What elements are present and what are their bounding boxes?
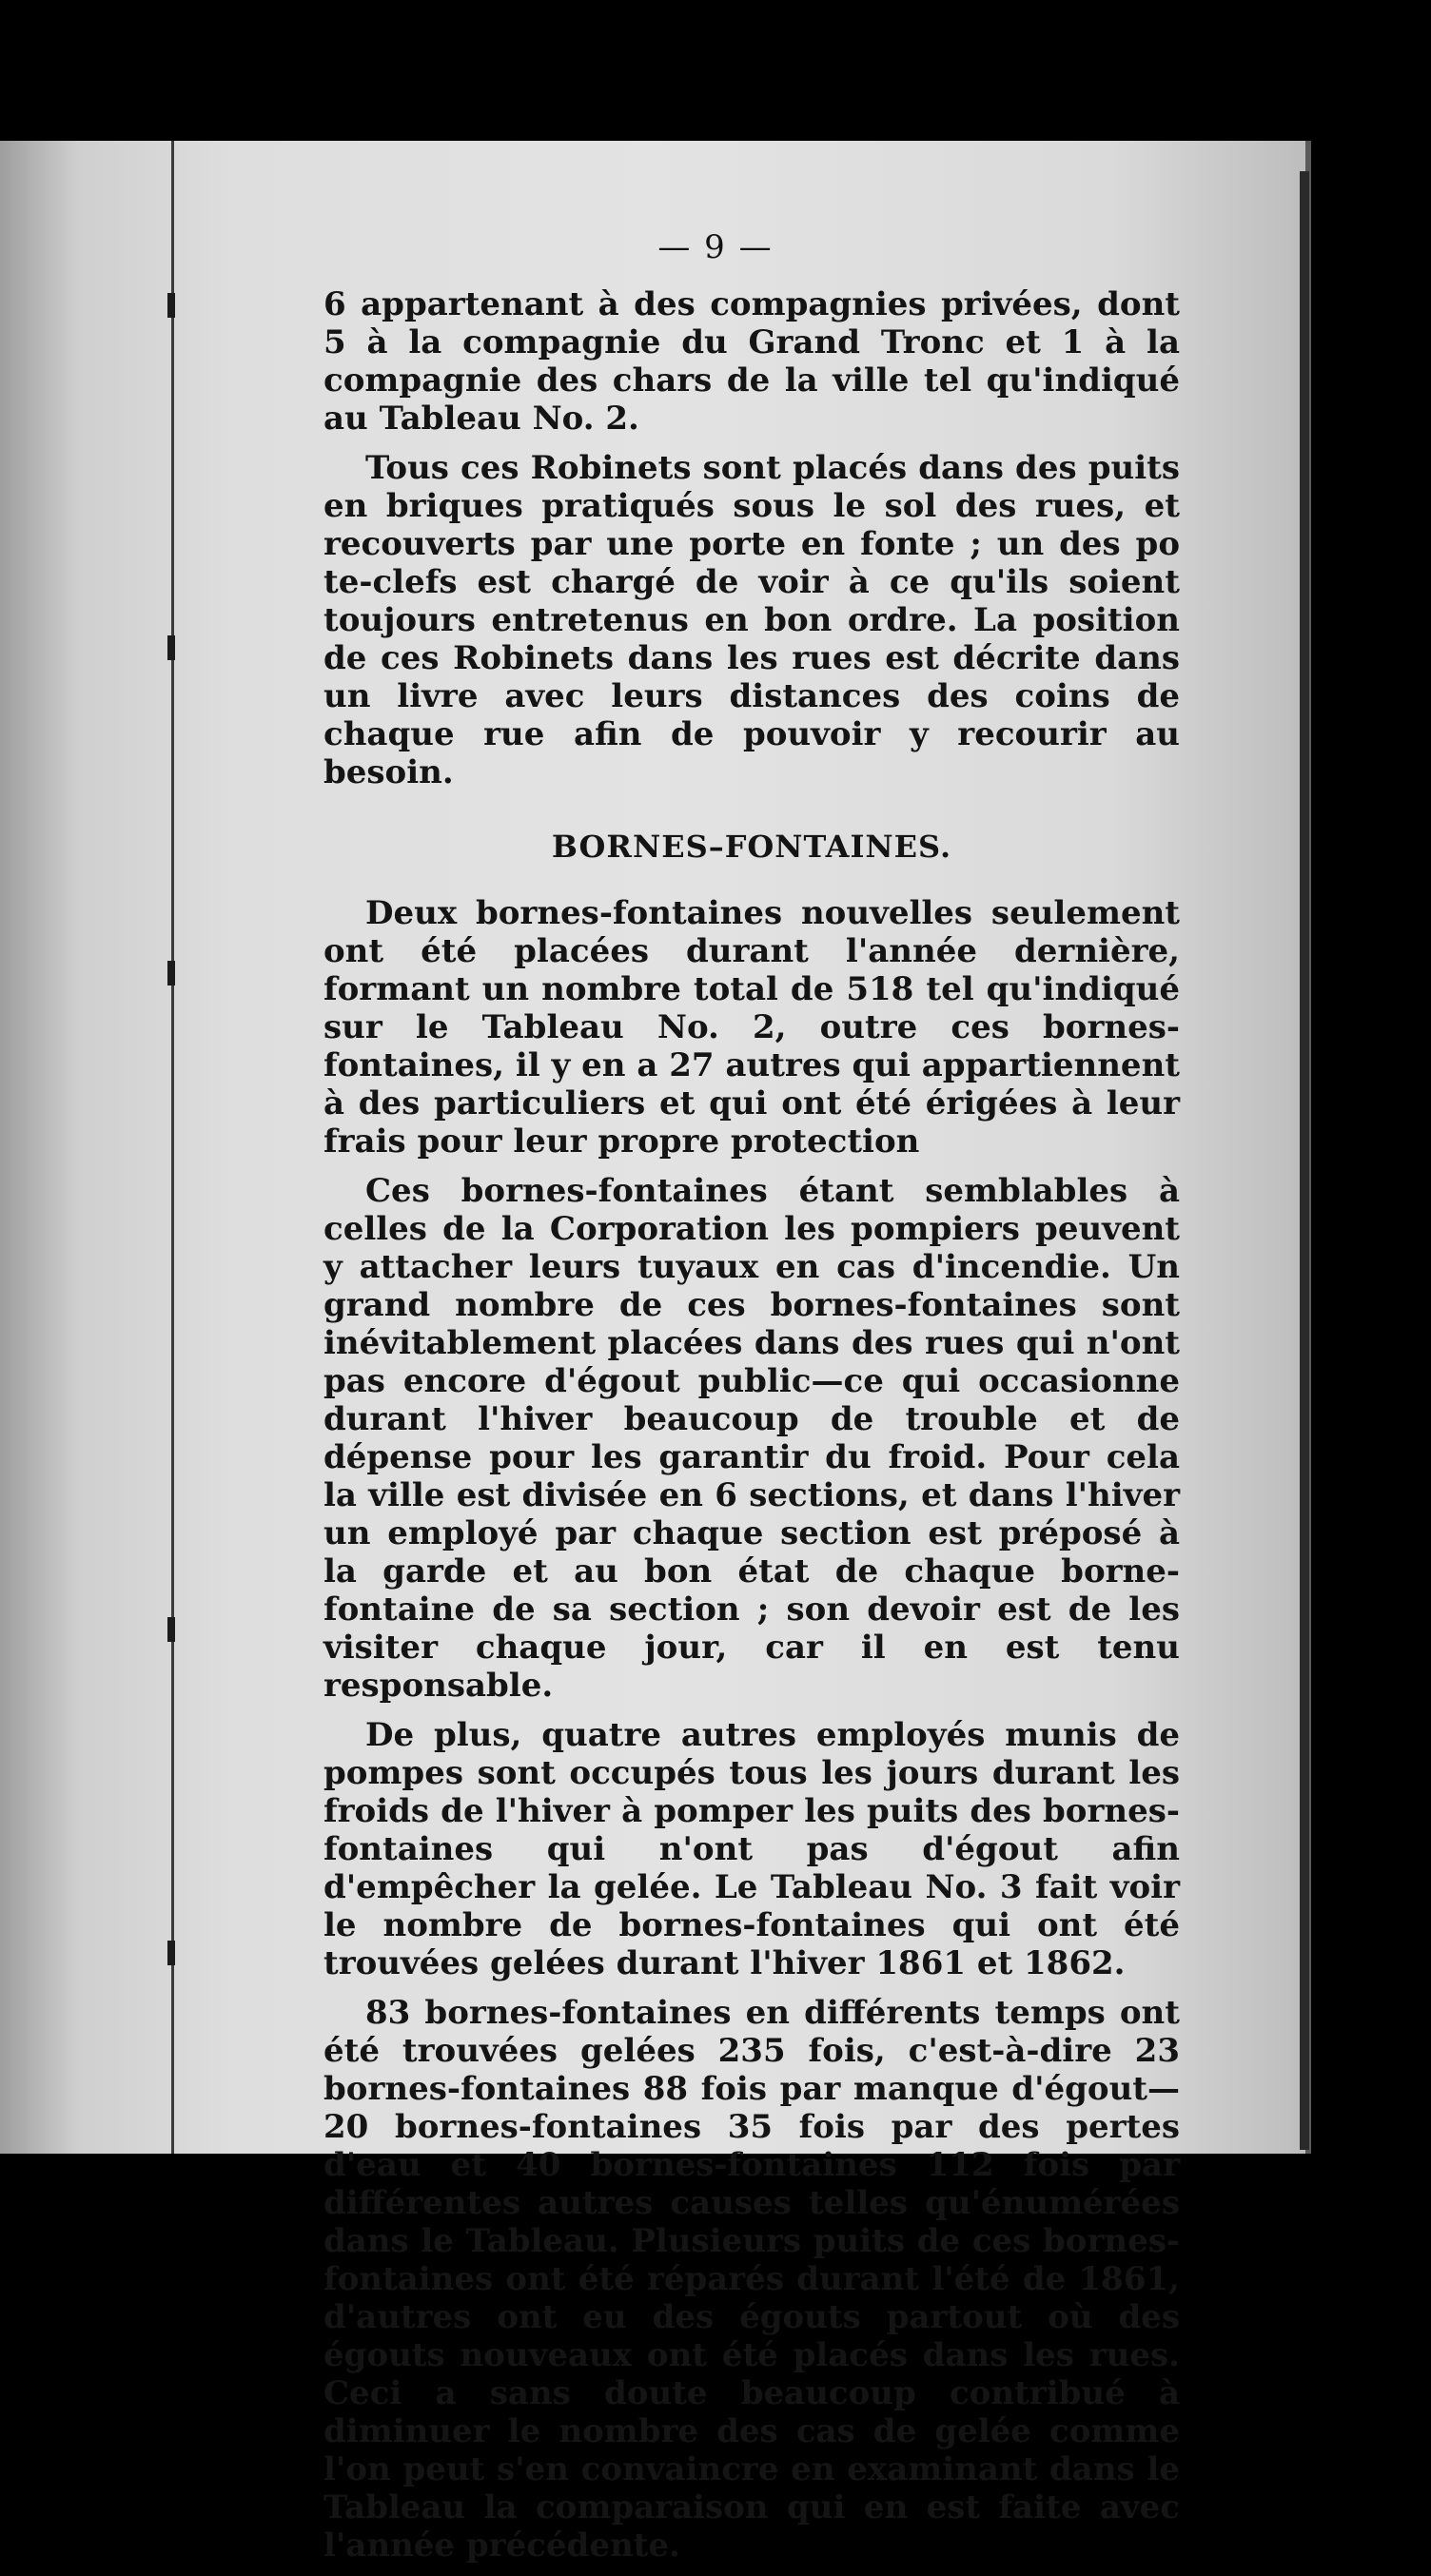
paragraph: Ces bornes-fontaines étant semblables à celles de la Corporation les pompiers peuvent y attacher leurs tuyaux en cas d'incendie. Un grand nombre de ces bornes-fontaines sont inévitablement placées dans des rues qui n'ont pas encore d'égout public—ce qui occasionne durant l'hiver beaucoup de trouble et de dépense pour les garantir du froid. Pour cela la ville est divisée en 6 sections, et dans l'hiver un employé par chaque section est préposé à la garde et au bon état de chaque borne-fontaine de sa section ; son devoir est de les visiter chaque jour, car il en est tenu responsable. <box>323 1172 1180 1705</box>
page-text <box>323 285 1180 2576</box>
paragraph: 6 appartenant à des compagnies privées, dont 5 à la compagnie du Grand Tronc et 1 à la compagnie des chars de la ville tel qu'indiqué au Tableau No. 2. <box>323 285 1180 438</box>
binding-mark <box>167 635 175 660</box>
binding-mark <box>167 961 175 986</box>
paragraph: De plus, quatre autres employés munis de pompes sont occupés tous les jours durant les froids de l'hiver à pomper les puits des bornes-fontaines qui n'ont pas d'égout afin d'empêcher la gelée. Le Tableau No. 3 fait voir le nombre de bornes-fontaines qui ont été trouvées gelées durant l'hiver 1861 et 1862. <box>323 1716 1180 1982</box>
page-number: — 9 — <box>657 228 774 266</box>
page-right-edge <box>1300 171 1309 2150</box>
section-heading: BORNES–FONTAINES. <box>551 829 952 865</box>
binding-mark <box>167 1941 175 1965</box>
binding-mark <box>167 1617 175 1642</box>
page-binding-line <box>171 141 174 2154</box>
paragraph: 83 bornes-fontaines en différents temps ont été trouvées gelées 235 fois, c'est-à-dire 23 bornes-fontaines 88 fois par manque d'égout—20 bornes-fontaines 35 fois par des pertes d'eau et 40 bornes-fontaines 112 fois par différentes autres causes telles qu'énumérées dans le Tableau. Plusieurs puits de ces bornes-fontaines ont été réparés durant l'été de 1861, d'autres ont eu des égouts partout où des égouts nouveaux ont été placés dans les rues. Ceci a sans doute beaucoup contribué à diminuer le nombre des cas de gelée comme l'on peut s'en convaincre en examinant dans le Tableau la comparaison qui en est faite avec l'année précédente. <box>323 1994 1180 2565</box>
binding-mark <box>167 293 175 318</box>
paragraph: Tous ces Robinets sont placés dans des puits en briques pratiqués sous le sol des rues, et recouverts par une porte en fonte ; un des po te-clefs est chargé de voir à ce qu'ils soient toujours entretenus en bon ordre. La position de ces Robinets dans les rues est décrite dans un livre avec leurs distances des coins de chaque rue afin de pouvoir y recourir au besoin. <box>323 449 1180 791</box>
paragraph: Deux bornes-fontaines nouvelles seulement ont été placées durant l'année dernière, formant un nombre total de 518 tel qu'indiqué sur le Tableau No. 2, outre ces bornes-fontaines, il y en a 27 autres qui appartiennent à des particuliers et qui ont été érigées à leur frais pour leur propre protection <box>323 894 1180 1161</box>
